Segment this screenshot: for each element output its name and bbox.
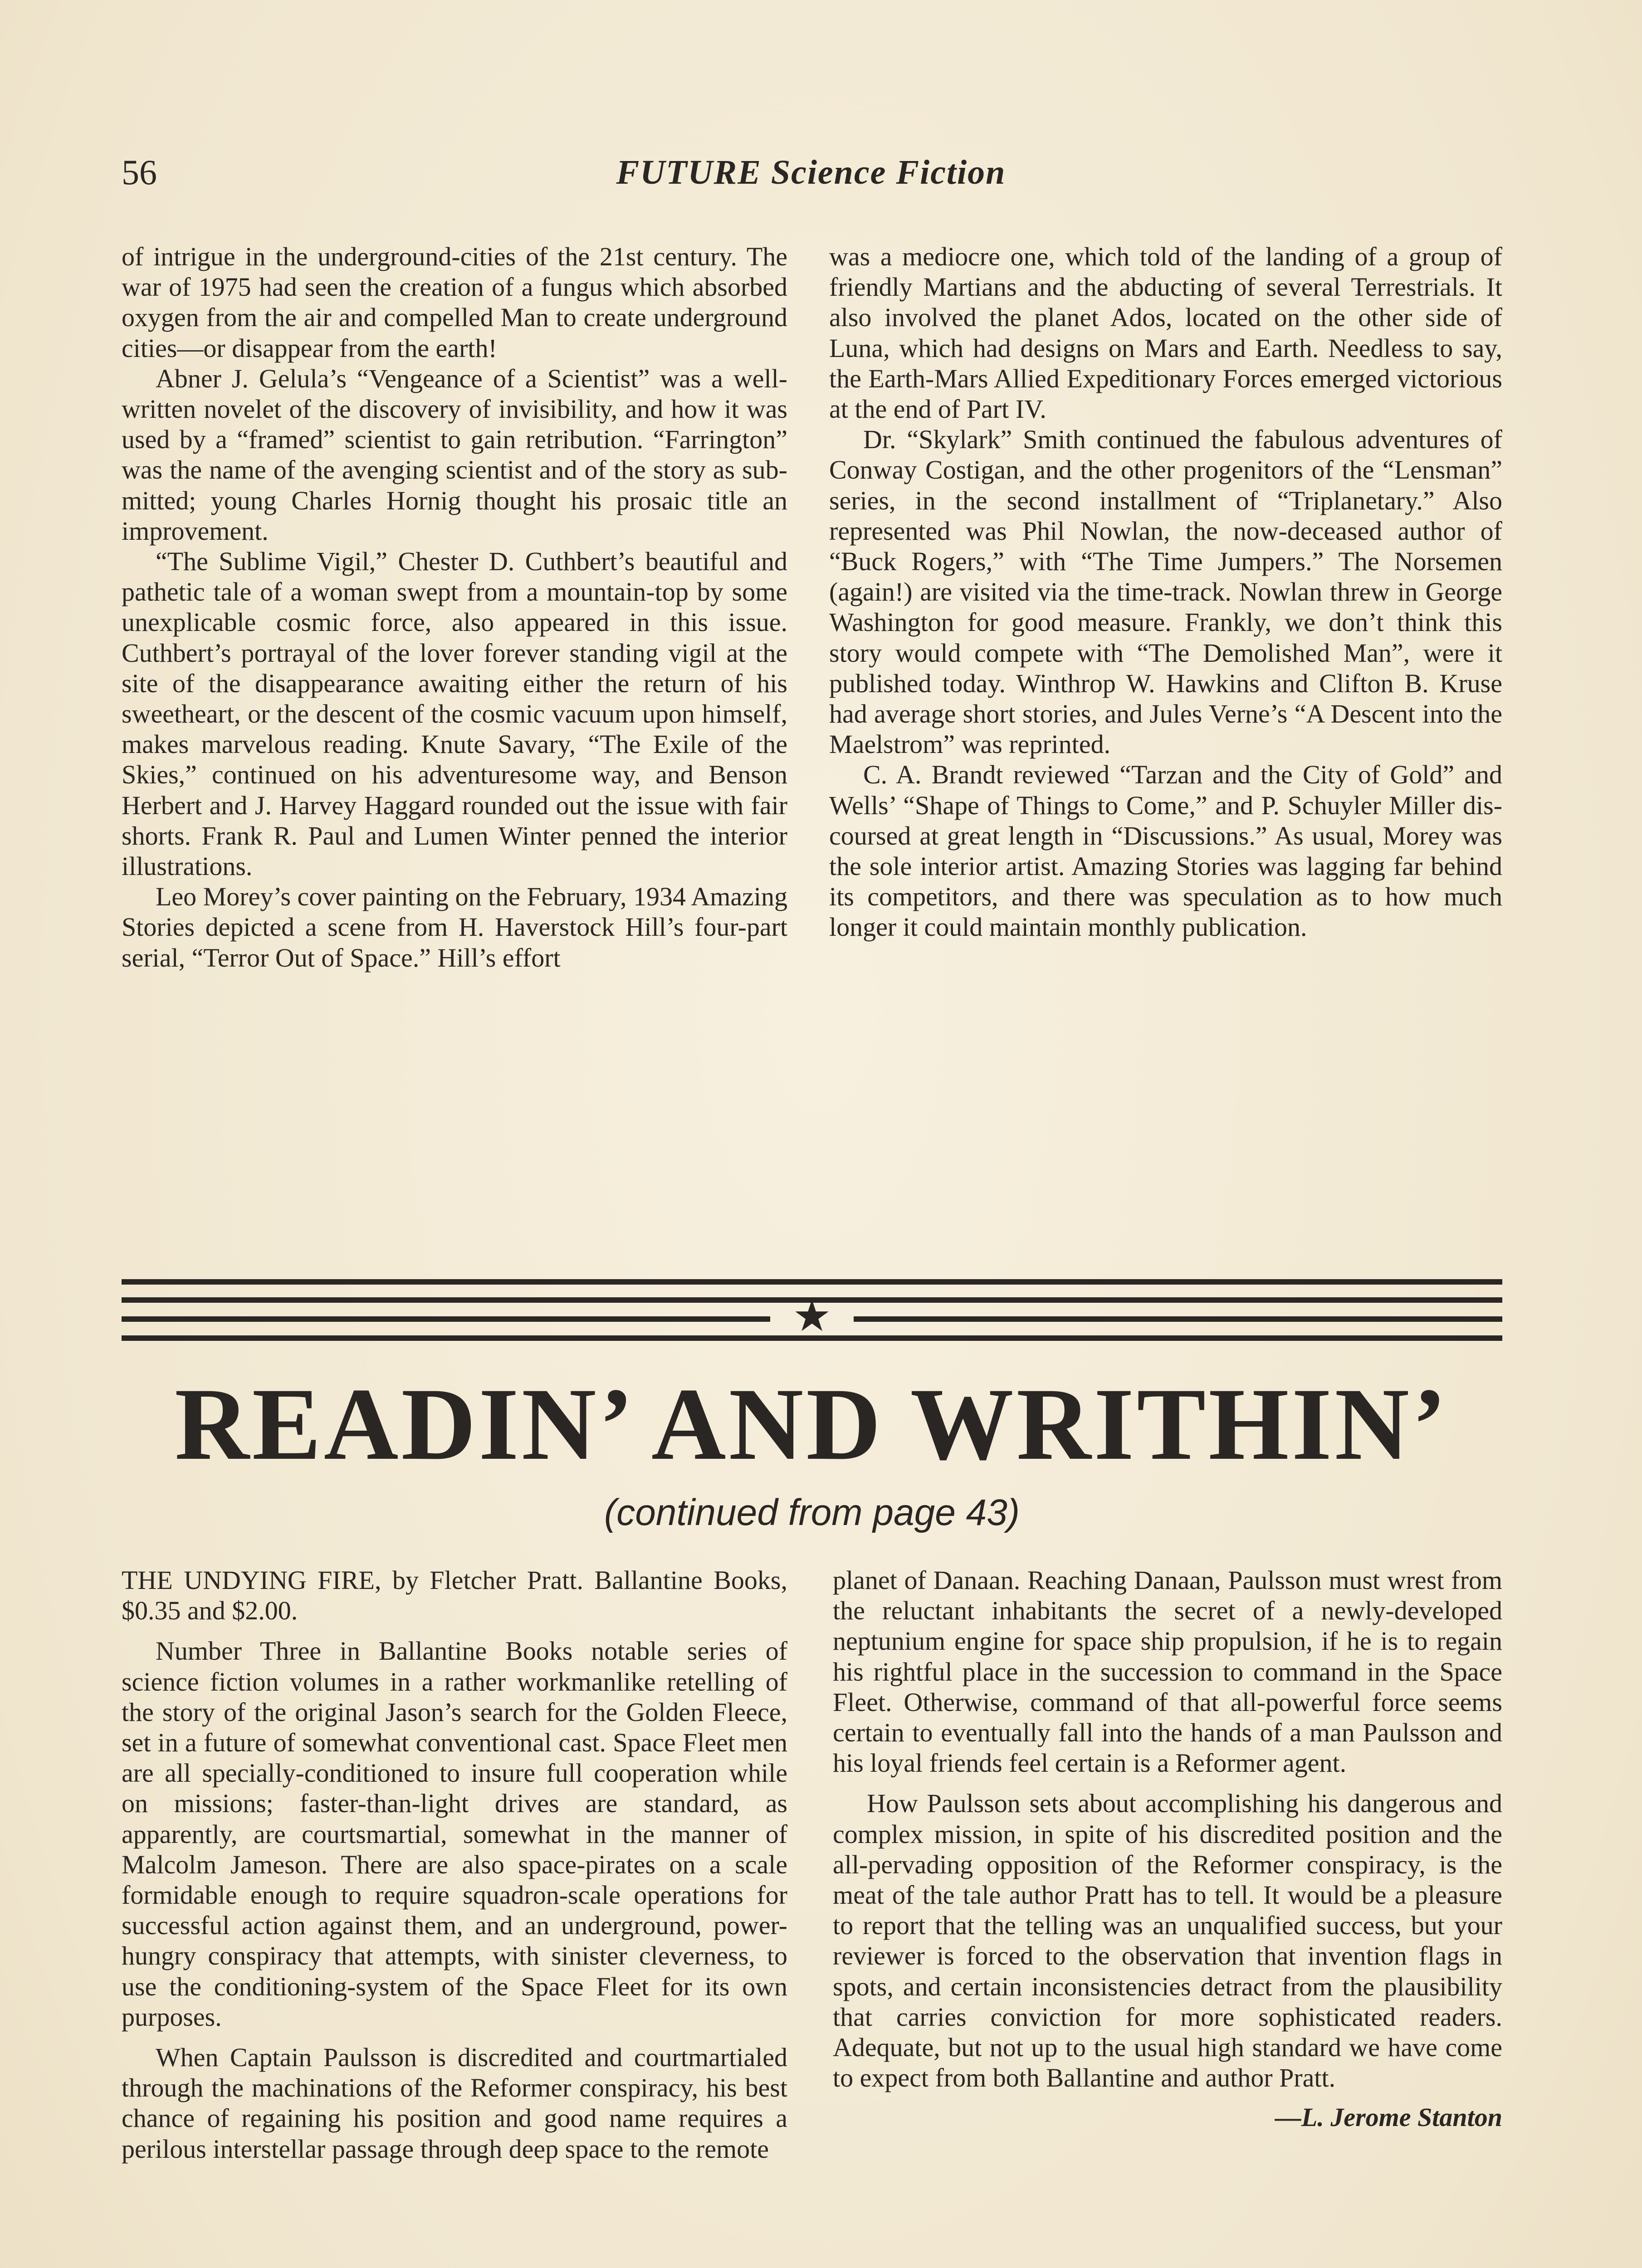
paragraph: Leo Morey’s cover painting on the February, 1934 Amazing Stories depicted a scene from H. Haverstock Hill’s four-part serial, “Terror Out of Space.” Hill’s effort (122, 882, 787, 973)
top-left-column (122, 241, 787, 1257)
bottom-left-column (122, 1565, 787, 2268)
magazine-title: FUTURE Science Fiction (616, 153, 1006, 191)
section-divider (122, 1279, 1502, 1347)
paragraph: of intrigue in the underground-cities of the 21st century. The war of 1975 had seen the creation of a fungus which absorbed oxygen from the air and compelled Man to create underground cities—or disappear from the earth! (122, 242, 787, 363)
paragraph: C. A. Brandt reviewed “Tarzan and the City of Gold” and Wells’ “Shape of Things to Come,” and P. Schuyler Miller discoursed at great length in “Discussions.” As usual, Morey was the sole interior artist. Amazing Stories was lagging far behind its competitors, and there was speculation as to how much longer it could maintain monthly publication. (829, 760, 1502, 942)
paragraph: Abner J. Gelula’s “Vengeance of a Scientist” was a well-written novelet of the discovery of invisibility, and how it was used by a “framed” scientist to gain retribution. “Farrington” was the name of the avenging scientist and of the story as submitted; young Charles Hornig thought his prosaic title an improvement. (122, 363, 787, 546)
divider-rule (122, 1279, 1502, 1285)
divider-rule (854, 1316, 1502, 1322)
running-head (122, 150, 1500, 204)
bottom-right-column (833, 1565, 1502, 2268)
reviewer-signature: —L. Jerome Stanton (1275, 2102, 1502, 2132)
review-title-line: THE UNDYING FIRE, by Fletcher Pratt. Ballantine Books, $0.35 and $2.00. (122, 1565, 787, 1626)
section-headline: READIN’ AND WRITHIN’ (175, 1367, 1449, 1481)
divider-rule (122, 1316, 770, 1322)
paragraph: Dr. “Skylark” Smith continued the fabulous adventures of Conway Costigan, and the other progenitors of the “Lensman” series, in the second installment of “Triplanetary.” Also represented was Phil Nowlan, the now-deceased author of “Buck Rogers,” with “The Time Jumpers.” The Norsemen (again!) are visited via the time-track. Nowlan threw in George Washington for good measure. Frankly, we don’t think this story would compete with “The Demolished Man”, were it published today. Winthrop W. Hawkins and Clifton B. Kruse had average short stories, and Jules Verne’s “A Descent into the Maelstrom” was reprinted. (829, 425, 1502, 759)
continued-note: (continued from page 43) (604, 1492, 1020, 1533)
top-right-column (829, 241, 1502, 1257)
paragraph: planet of Danaan. Reaching Danaan, Paulsson must wrest from the reluctant inhabitants the secret of a newly-developed neptunium engine for space ship propulsion, if he is to regain his rightful place in the succession to command in the Space Fleet. Otherwise, command of that all-powerful force seems certain to eventually fall into the hands of a man Paulsson and his loyal friends feel certain is a Reformer agent. (833, 1565, 1502, 1778)
paragraph: “The Sublime Vigil,” Chester D. Cuthbert’s beautiful and pathetic tale of a woman swept from a mountain-top by some unexplicable cosmic force, also appeared in this issue. Cuthbert’s portrayal of the lover forever standing vigil at the site of the disappearance awaiting either the return of his sweetheart, or the descent of the cosmic vacuum upon himself, makes marvelous reading. Knute Savary, “The Exile of the Skies,” continued on his adventuresome way, and Benson Herbert and J. Harvey Haggard rounded out the issue with fair shorts. Frank R. Paul and Lumen Winter penned the interior illustrations. (122, 547, 787, 881)
paragraph: How Paulsson sets about accomplishing his dangerous and complex mission, in spite of his discredited position and the all-pervading opposition of the Reformer conspiracy, is the meat of the tale author Pratt has to tell. It would be a pleasure to report that the telling was an unqualified success, but your reviewer is forced to the observation that invention flags in spots, and certain inconsistencies detract from the plausibility that carries conviction for more sophisticated readers. Adequate, but not up to the usual high standard we have come to expect from both Ballantine and author Pratt. (833, 1789, 1502, 2093)
paragraph: When Captain Paulsson is discredited and courtmartialed through the machinations of the Reformer conspiracy, his best chance of regaining his position and good name requires a perilous interstellar passage through deep space to the remote (122, 2043, 787, 2164)
star-icon: ★ (792, 1292, 832, 1340)
paragraph: Number Three in Ballantine Books notable series of science fiction volumes in a rather workmanlike retelling of the story of the original Jason’s search for the Golden Fleece, set in a future of somewhat conventional cast. Space Fleet men are all specially-conditioned to insure full cooperation while on missions; faster-than-light drives are standard, as apparently, are courtsmartial, somewhat in the manner of Malcolm Jameson. There are also space-pirates on a scale formidable enough to require squadron-scale operations for successful action against them, and an underground, power-hungry conspiracy that attempts, with sinister cleverness, to use the conditioning-system of the Space Fleet for its own purposes. (122, 1636, 787, 2032)
page-number: 56 (122, 152, 157, 192)
paragraph: was a mediocre one, which told of the landing of a group of friendly Martians and the abducting of several Terrestrials. It also involved the planet Ados, located on the other side of Luna, which had designs on Mars and Earth. Needless to say, the Earth-Mars Allied Expeditionary Forces emerged victorious at the end of Part IV. (829, 242, 1502, 424)
